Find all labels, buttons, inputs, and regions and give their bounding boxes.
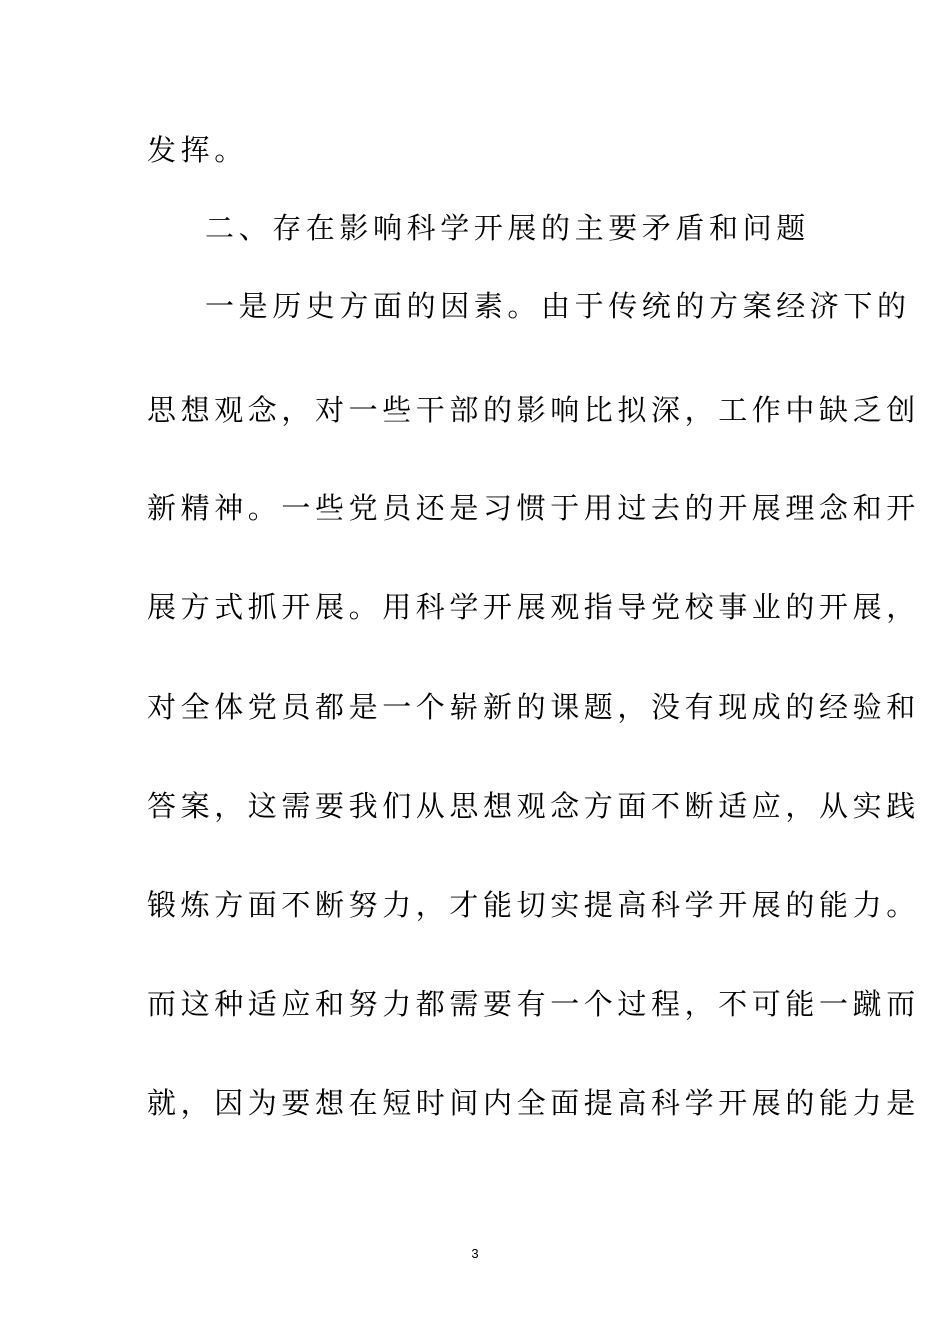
paragraph-line: 展方式抓开展。用科学开展观指导党校事业的开展， [147,590,920,624]
paragraph-line: 而这种适应和努力都需要有一个过程，不可能一蹴而 [147,987,920,1021]
paragraph-line: 新精神。一些党员还是习惯于用过去的开展理念和开 [147,491,920,525]
section-heading: 二、存在影响科学开展的主要矛盾和问题 [205,211,810,245]
paragraph-line: 对全体党员都是一个崭新的课题，没有现成的经验和 [147,690,920,724]
paragraph-line: 答案，这需要我们从思想观念方面不断适应，从实践 [147,789,920,823]
paragraph-line: 发挥。 [147,133,248,167]
paragraph-line: 一是历史方面的因素。由于传统的方案经济下的 [205,289,911,323]
paragraph-line: 锻炼方面不断努力，才能切实提高科学开展的能力。 [147,888,920,922]
page-number: 3 [471,1246,479,1261]
paragraph-line: 就，因为要想在短时间内全面提高科学开展的能力是 [147,1086,920,1120]
paragraph-line: 思想观念，对一些干部的影响比拟深，工作中缺乏创 [147,393,920,427]
